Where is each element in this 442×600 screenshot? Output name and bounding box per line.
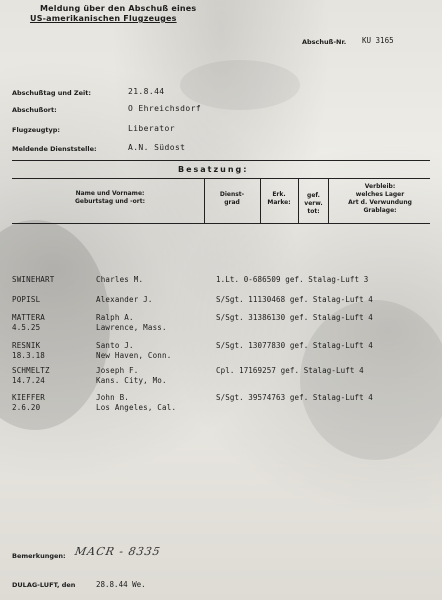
column-divider: [260, 179, 261, 223]
crew-details: S/Sgt. 11130468 gef. Stalag-Luft 4: [216, 295, 373, 304]
footer-place-label: DULAG-LUFT, den: [12, 581, 76, 589]
table-header-rule: [12, 223, 430, 224]
crew-caption: Besatzung:: [178, 165, 249, 174]
document-title: [30, 4, 196, 24]
field-value-location: O Ehreichsdorf: [128, 104, 202, 113]
column-divider: [328, 179, 329, 223]
title-line-2: US-amerikanischen Flugzeuges: [30, 14, 177, 23]
crew-details: 1.Lt. 0-686509 gef. Stalag-Luft 3: [216, 275, 369, 284]
report-number-label: Abschuß-Nr.: [302, 38, 347, 46]
crew-surname: MATTERA: [12, 313, 46, 322]
report-number-value: KU 3165: [362, 36, 394, 45]
field-label-location: Abschußort:: [12, 106, 57, 114]
crew-birth-place: Los Angeles, Cal.: [96, 403, 177, 412]
crew-details: S/Sgt. 31386130 gef. Stalag-Luft 4: [216, 313, 373, 322]
stain: [180, 60, 300, 110]
crew-given-name: John B.: [96, 393, 130, 402]
crew-details: S/Sgt. 13077830 gef. Stalag-Luft 4: [216, 341, 373, 350]
field-label-aircraft: Flugzeugtyp:: [12, 126, 61, 134]
crew-birth-place: Kans. City, Mo.: [96, 376, 167, 385]
crew-details: Cpl. 17169257 gef. Stalag-Luft 4: [216, 366, 364, 375]
crew-surname: SCHMELTZ: [12, 366, 50, 375]
column-header-whereabouts: Verbleib: welches Lager Art d. Verwundung Grablage:: [348, 183, 412, 214]
field-value-aircraft: Liberator: [128, 124, 175, 133]
crew-surname: RESNIK: [12, 341, 41, 350]
crew-given-name: Ralph A.: [96, 313, 134, 322]
crew-surname: POPISL: [12, 295, 41, 304]
footer-date-signature: 28.8.44 We.: [96, 580, 146, 589]
field-value-unit: A.N. Südost: [128, 143, 186, 152]
table-caption-rule: [12, 178, 430, 179]
crew-given-name: Joseph F.: [96, 366, 139, 375]
crew-details: S/Sgt. 39574763 gef. Stalag-Luft 4: [216, 393, 373, 402]
remarks-label: Bemerkungen:: [12, 552, 66, 560]
crew-birth-date: 2.6.20: [12, 403, 41, 412]
crew-birth-date: 14.7.24: [12, 376, 46, 385]
crew-given-name: Alexander J.: [96, 295, 153, 304]
crew-given-name: Santo J.: [96, 341, 134, 350]
crew-surname: KIEFFER: [12, 393, 46, 402]
column-divider: [204, 179, 205, 223]
table-top-rule: [12, 160, 430, 161]
column-header-serial: Erk. Marke:: [267, 191, 291, 206]
column-header-name: Name und Vorname: Geburtstag und -ort:: [74, 190, 146, 205]
crew-birth-date: 18.3.18: [12, 351, 46, 360]
title-line-1: Meldung über den Abschuß eines: [40, 4, 197, 13]
field-label-unit: Meldende Dienststelle:: [12, 145, 97, 153]
crew-birth-place: New Haven, Conn.: [96, 351, 172, 360]
column-header-status: gef. verw. tot:: [304, 192, 323, 215]
stain: [300, 300, 442, 460]
crew-birth-place: Lawrence, Mass.: [96, 323, 167, 332]
column-header-rank: Dienst- grad: [219, 191, 245, 206]
field-value-date: 21.8.44: [128, 87, 165, 96]
crew-surname: SWINEHART: [12, 275, 55, 284]
field-label-date: Abschußtag und Zeit:: [12, 89, 91, 97]
remarks-handwriting: MACR - 8335: [73, 545, 162, 558]
crew-given-name: Charles M.: [96, 275, 144, 284]
crew-birth-date: 4.5.25: [12, 323, 41, 332]
